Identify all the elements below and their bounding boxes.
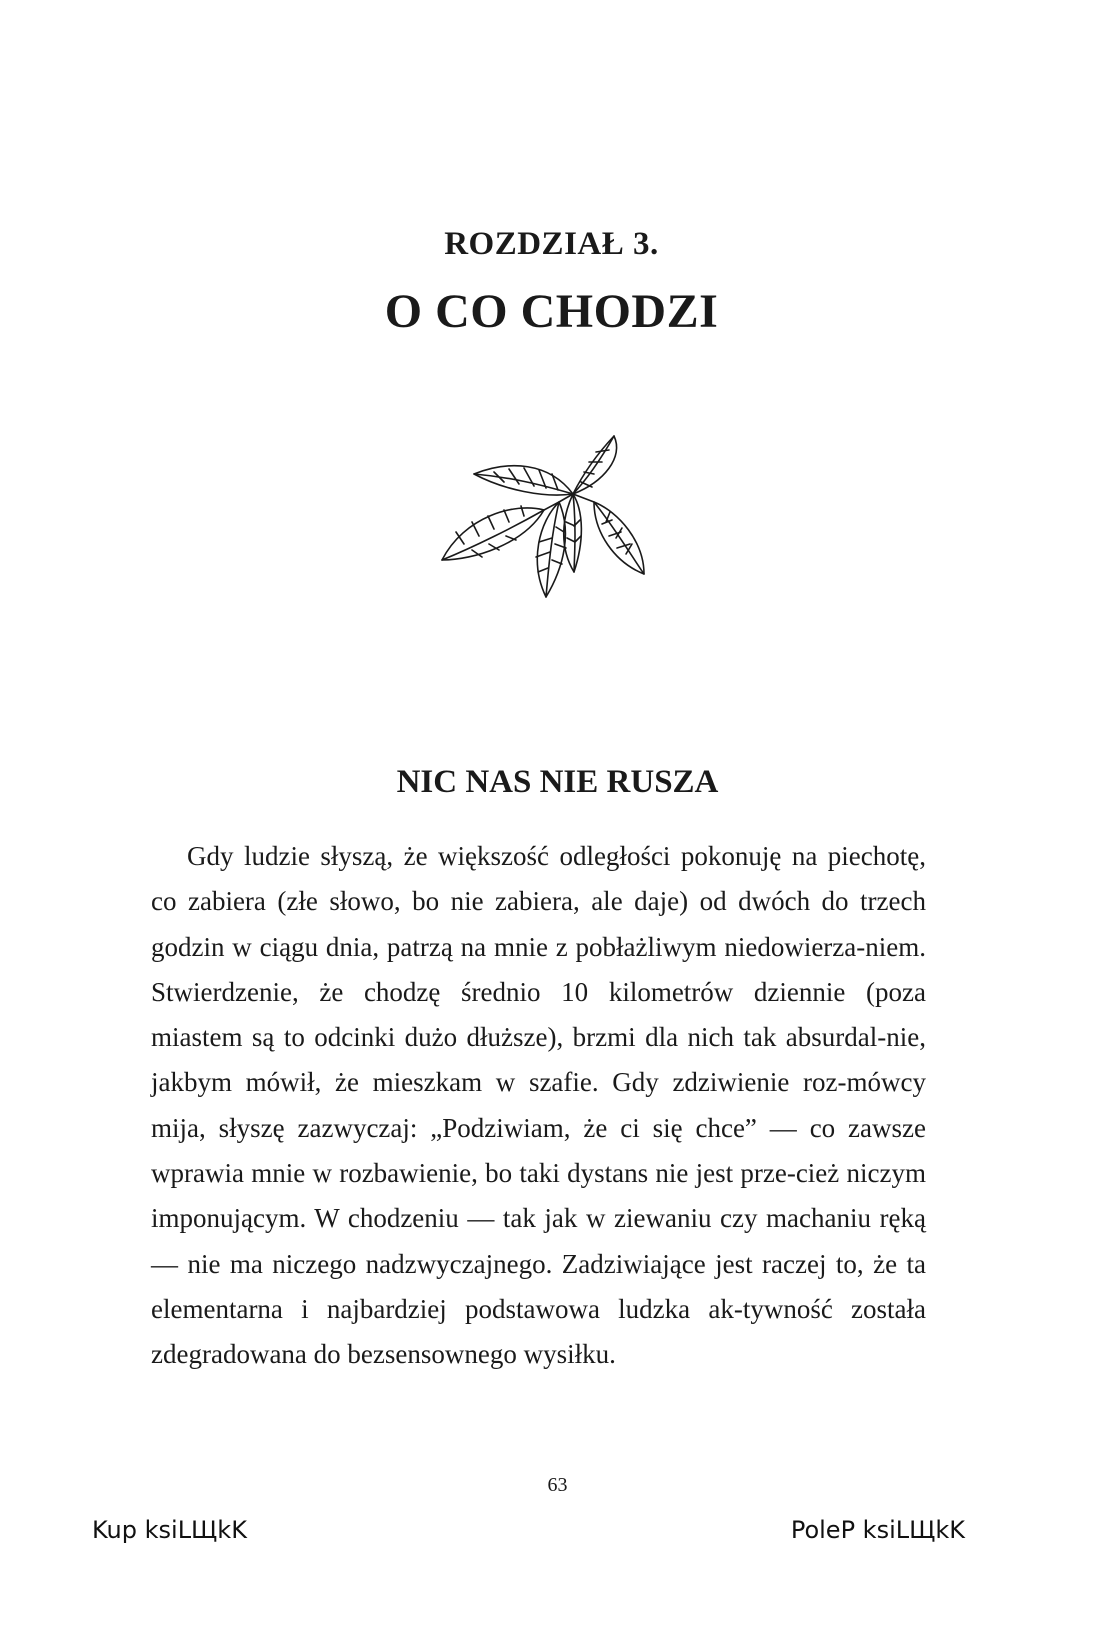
chapter-title: O CO CHODZI [384, 285, 719, 338]
body-paragraph: Gdy ludzie słyszą, że większość odległości pokonuję na piechotę, co zabiera (złe słowo, bo nie zabiera, ale daje) od dwóch do trzech godzin w ciągu dnia, patrzą na mnie z pobłażliwym niedowierza-niem. Stwierdzenie, że chodzę średnio 10 kilometrów dziennie (poza miastem są to odcinki dużo dłuższe), brzmi dla nich tak absurdal-nie, jakbym mówił, że mieszkam w szafie. Gdy zdziwienie roz-mówcy mija, słyszę zazwyczaj: „Podziwiam, że ci się chce” — co zawsze wprawia mnie w rozbawienie, bo taki dystans nie jest prze-cież niczym imponującym. W chodzeniu — tak jak w ziewaniu czy machaniu ręką — nie ma niczego nadzwyczajnego. Zadziwiające jest raczej to, że ta elementarna i najbardziej podstawowa ludzka ak-tywność została zdegradowana do bezsensownego wysiłku. [151, 841, 926, 1370]
chapter-number: ROZDZIAŁ 3. [444, 226, 659, 262]
page-number: 63 [547, 1474, 568, 1496]
buy-book-link[interactable]: Kup ksiLЩkK [92, 1516, 247, 1544]
recommend-book-link[interactable]: PoleP ksiLЩkK [790, 1516, 965, 1544]
section-title: NIC NAS NIE RUSZA [396, 764, 719, 800]
leaves-illustration-icon [434, 432, 649, 602]
